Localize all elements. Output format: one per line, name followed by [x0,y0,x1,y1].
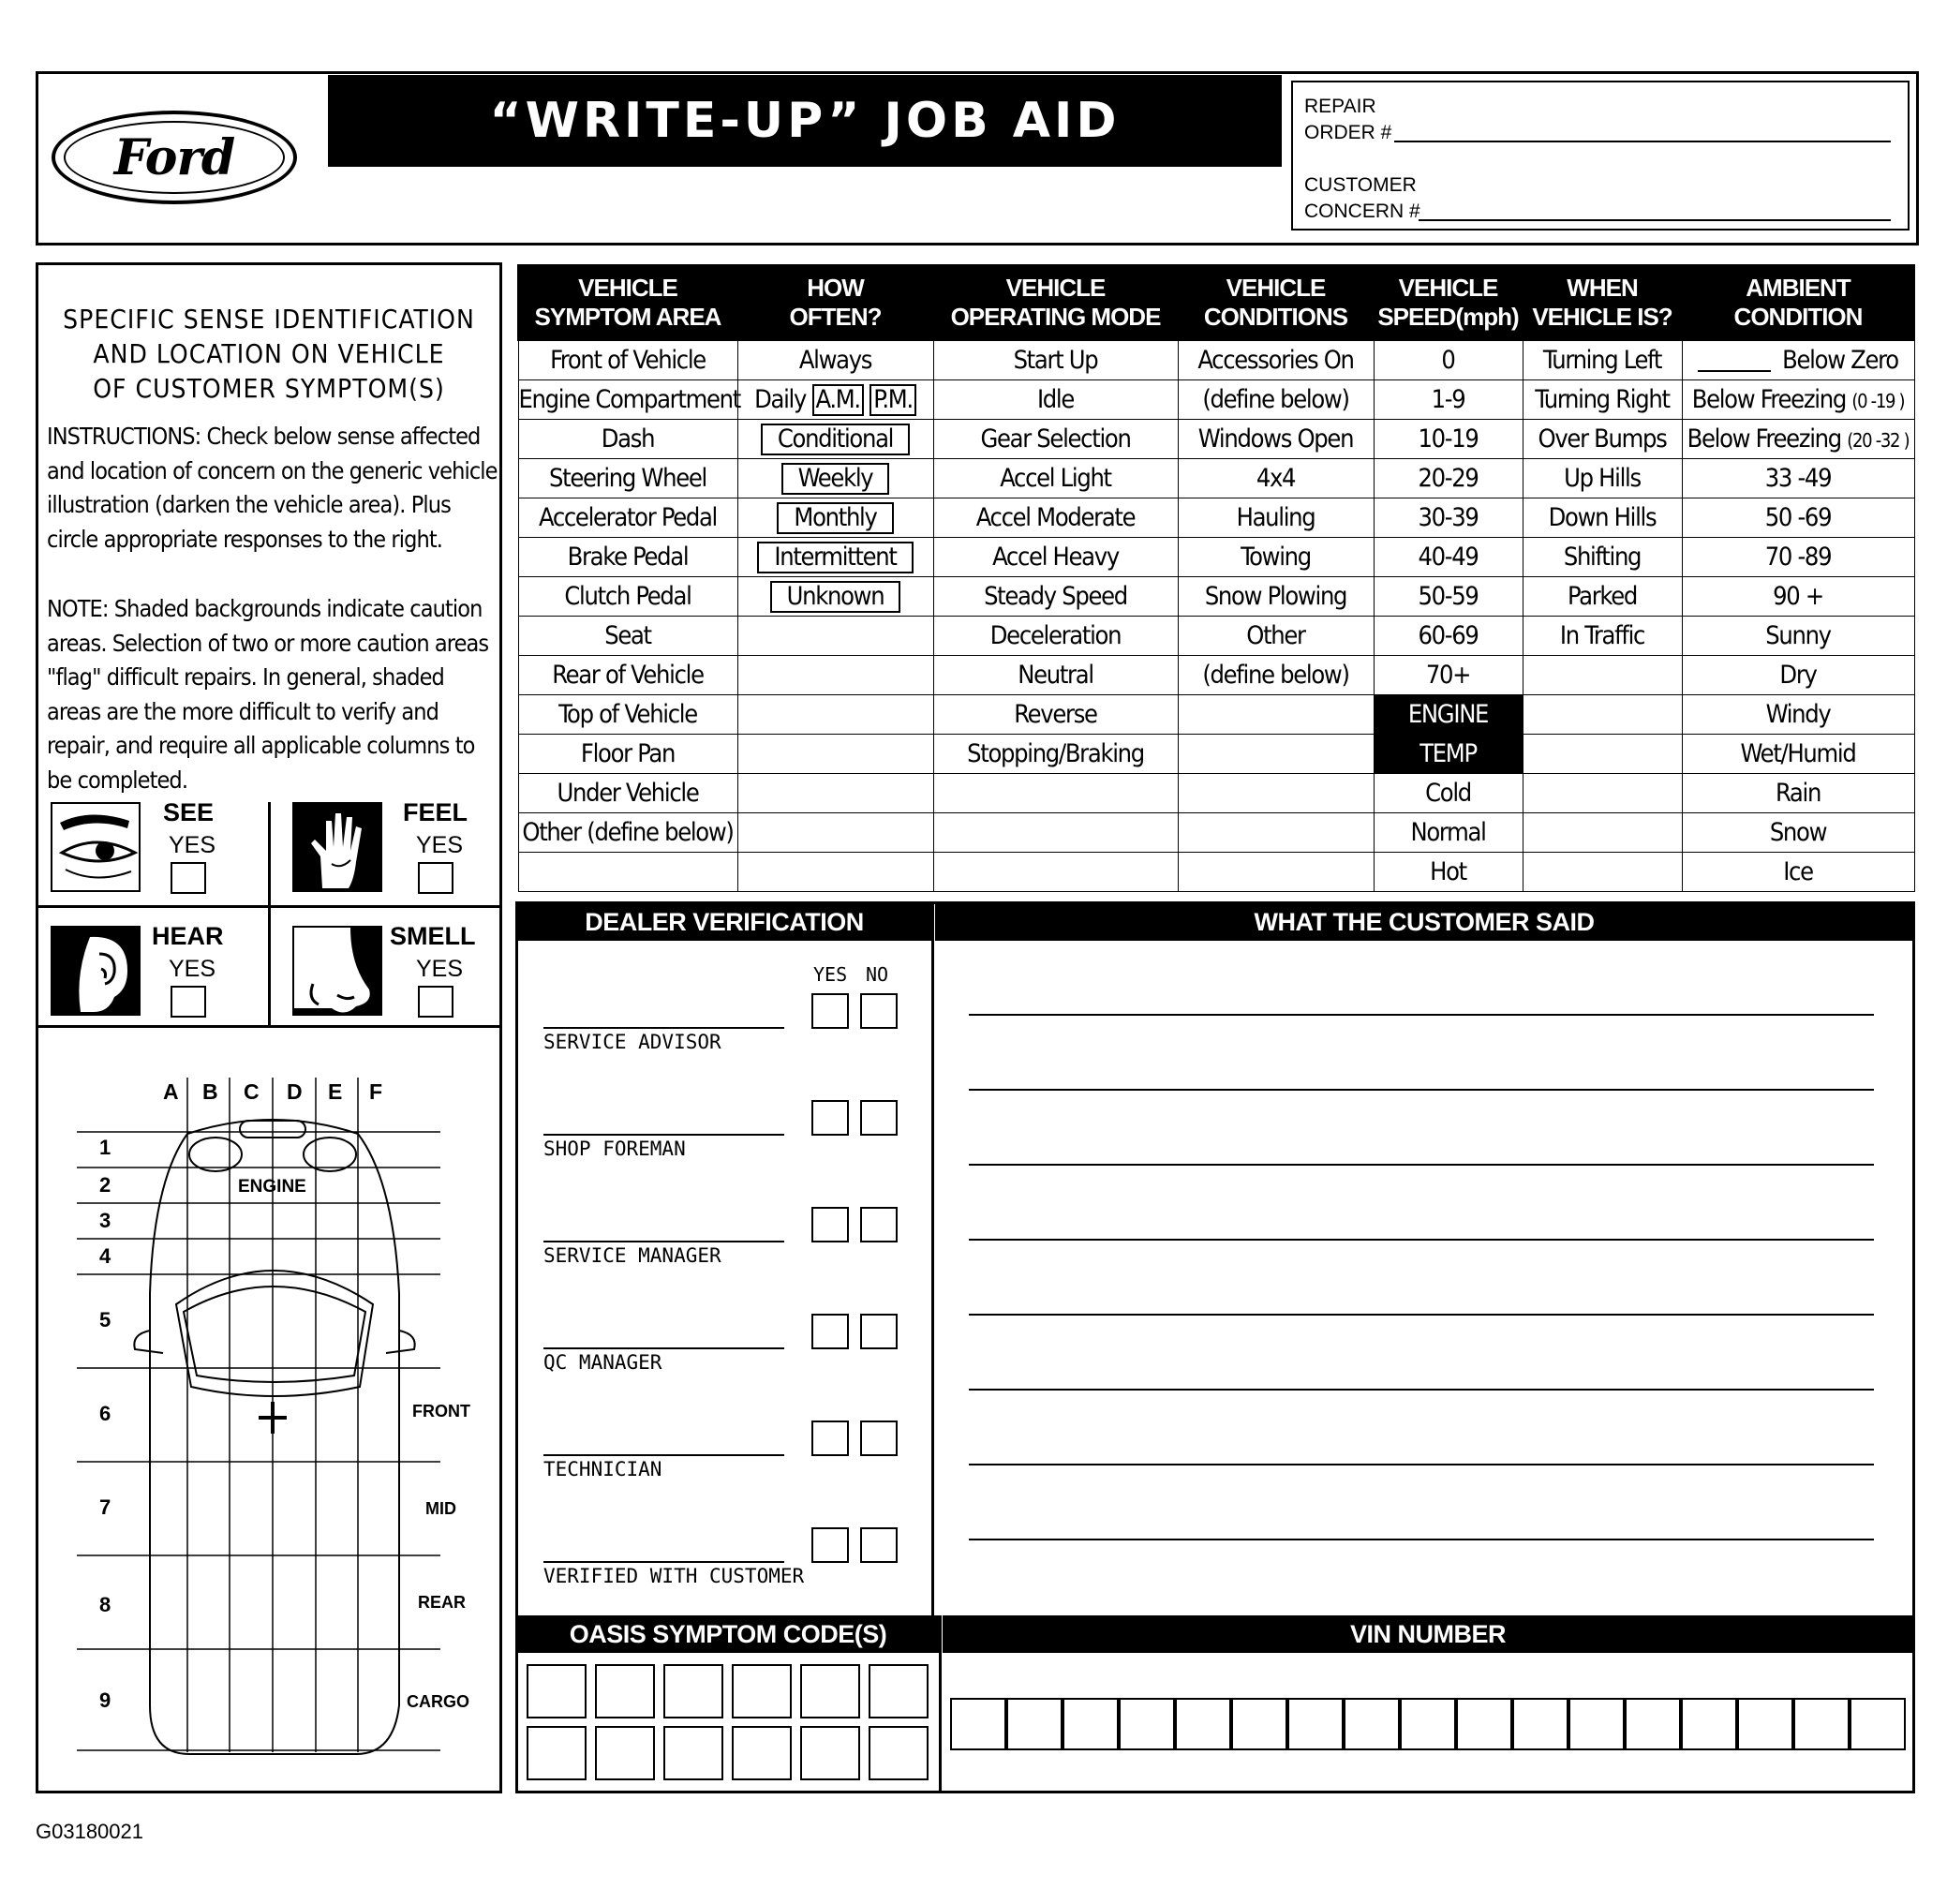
symptom-cell[interactable]: Steering Wheel [518,459,737,498]
condition-cell[interactable]: Accessories On [1178,340,1374,380]
oasis-code-box[interactable] [800,1664,860,1718]
grid-row-label: 1 [99,1136,111,1159]
feel-label: FEEL [403,798,468,826]
when-cell[interactable]: Turning Left [1523,340,1682,380]
col-header-ambient: AMBIENT CONDITION [1682,265,1914,340]
how-often-cell[interactable]: Monthly [737,498,933,538]
customer-said-line[interactable] [969,1164,1874,1166]
how-often-cell [737,735,933,774]
how-often-cell[interactable]: Always [737,340,933,380]
verifier-label: TECHNICIAN [543,1458,662,1480]
table-row [518,380,1914,420]
mode-cell[interactable]: Stopping/Braking [933,735,1178,774]
center-cross-icon [259,1402,287,1434]
section-divider [939,1615,942,1792]
verifier-label: VERIFIED WITH CUSTOMER [543,1565,805,1587]
oasis-code-box[interactable] [663,1664,723,1718]
ambient-cell[interactable]: Ice [1682,853,1914,892]
zone-label-front: FRONT [412,1402,470,1421]
grid-col-label: B [202,1079,218,1104]
signature-line[interactable] [543,1454,784,1456]
customer-said-line[interactable] [969,1314,1874,1316]
condition-cell[interactable]: Snow Plowing [1178,577,1374,617]
table-row [518,617,1914,656]
when-cell[interactable]: Parked [1523,577,1682,617]
when-cell[interactable]: Turning Right [1523,380,1682,420]
when-cell [1523,813,1682,853]
yes-checkbox[interactable] [811,993,849,1029]
how-often-cell [737,656,933,695]
vin-digit-box[interactable] [1175,1698,1231,1750]
when-cell[interactable]: Down Hills [1523,498,1682,538]
table-row [518,813,1914,853]
table-row [518,577,1914,617]
when-cell [1523,695,1682,735]
customer-said-line[interactable] [969,1239,1874,1241]
vin-digit-box[interactable] [1681,1698,1737,1750]
vin-digit-box[interactable] [1793,1698,1850,1750]
vin-digit-box[interactable] [1568,1698,1625,1750]
oasis-code-box[interactable] [732,1726,792,1780]
yes-checkbox[interactable] [811,1100,849,1136]
ford-logo-text: Ford [64,121,285,194]
engine-temp-header: ENGINE [1374,695,1523,735]
mode-cell [933,774,1178,813]
condition-cell [1178,853,1374,892]
table-row [518,853,1914,892]
symptom-cell[interactable]: Front of Vehicle [518,340,737,380]
oasis-code-box[interactable] [527,1726,587,1780]
table-row [518,735,1914,774]
signature-line[interactable] [543,1027,784,1029]
how-often-cell [737,774,933,813]
condition-cell[interactable]: Other [1178,617,1374,656]
signature-line[interactable] [543,1134,784,1136]
hear-label: HEAR [152,922,224,950]
verifier-label: SERVICE ADVISOR [543,1031,721,1053]
sense-title-line: OF CUSTOMER SYMPTOM(S) [93,373,445,404]
when-cell [1523,774,1682,813]
mode-cell[interactable]: Steady Speed [933,577,1178,617]
grid-col-label: F [369,1079,383,1104]
zone-label-mid: MID [425,1499,456,1518]
zone-label-rear: REAR [418,1593,467,1612]
vehicle-location-diagram[interactable] [37,1031,500,1792]
mode-cell [933,853,1178,892]
pm-option[interactable]: P.M. [869,384,916,416]
vin-digit-box[interactable] [1850,1698,1906,1750]
sense-divider-horizontal [36,905,502,908]
ambient-cell[interactable]: 33 -49 [1682,459,1914,498]
ambient-cell[interactable]: Wet/Humid [1682,735,1914,774]
customer-said-line[interactable] [969,1014,1874,1016]
sense-divider-vertical [268,802,271,1027]
yes-checkbox[interactable] [811,1314,849,1349]
smell-checkbox[interactable] [418,986,453,1018]
no-checkbox[interactable] [860,993,898,1029]
zone-label-cargo: CARGO [407,1692,469,1711]
verifier-label: SERVICE MANAGER [543,1244,721,1267]
how-often-cell [737,617,933,656]
how-often-cell [737,853,933,892]
mode-cell[interactable]: Reverse [933,695,1178,735]
repair-order-field[interactable] [1394,141,1891,142]
no-checkbox[interactable] [860,1314,898,1349]
ambient-cell[interactable]: Below Freezing (0 -19 ) [1682,380,1914,420]
oasis-code-box[interactable] [869,1726,929,1780]
table-row [518,656,1914,695]
vin-digit-box[interactable] [1625,1698,1681,1750]
no-checkbox[interactable] [860,1207,898,1242]
grid-row-label: 9 [99,1688,111,1712]
note-text: NOTE: Shaded backgrounds indicate caution areas. Selection of two or more caution areas "flag" difficult repairs. In general, shaded areas are the more difficult to verify and repair, and require all applicable columns to be completed. [47,595,489,794]
ambient-cell[interactable]: 90 + [1682,577,1914,617]
engine-label: ENGINE [238,1177,306,1197]
verifier-label: SHOP FOREMAN [543,1138,686,1160]
speed-cell[interactable]: 40-49 [1374,538,1523,577]
page-title: “WRITE-UP” JOB AID [328,75,1282,167]
condition-cell [1178,774,1374,813]
how-often-cell[interactable]: Intermittent [737,538,933,577]
no-column-label: NO [866,963,889,986]
grid-row-label: 5 [99,1308,111,1331]
mode-cell[interactable]: Accel Light [933,459,1178,498]
temp-cell[interactable]: Normal [1374,813,1523,853]
symptom-cell[interactable]: Brake Pedal [518,538,737,577]
speed-cell[interactable]: 10-19 [1374,420,1523,459]
vin-digit-box[interactable] [1287,1698,1344,1750]
condition-cell: (define below) [1178,656,1374,695]
mode-cell[interactable]: Neutral [933,656,1178,695]
see-label: SEE [163,798,215,826]
ambient-cell[interactable]: Windy [1682,695,1914,735]
oasis-code-box[interactable] [869,1664,929,1718]
condition-cell [1178,695,1374,735]
symptom-cell[interactable]: Seat [518,617,737,656]
table-row [518,774,1914,813]
vin-digit-box[interactable] [1119,1698,1175,1750]
grid-col-label: A [163,1079,179,1104]
feel-yes-label: YES [416,832,464,858]
see-yes-label: YES [169,832,216,858]
table-row [518,695,1914,735]
how-often-cell[interactable]: Weekly [737,459,933,498]
mode-cell[interactable]: Deceleration [933,617,1178,656]
hear-yes-label: YES [169,956,216,982]
oasis-header: OASIS SYMPTOM CODE(S) [517,1615,939,1653]
customer-said-header: WHAT THE CUSTOMER SAID [935,903,1913,941]
yes-checkbox[interactable] [811,1527,849,1563]
customer-said-line[interactable] [969,1389,1874,1391]
vin-digit-box[interactable] [1400,1698,1456,1750]
col-header-when: WHEN VEHICLE IS? [1523,265,1682,340]
figure-id: G03180021 [36,1820,143,1843]
section-divider [931,903,934,1615]
mode-cell[interactable]: Accel Moderate [933,498,1178,538]
no-checkbox[interactable] [860,1527,898,1563]
symptom-cell[interactable]: Top of Vehicle [518,695,737,735]
symptom-cell[interactable]: Rear of Vehicle [518,656,737,695]
when-cell[interactable]: Shifting [1523,538,1682,577]
ambient-cell[interactable]: Dry [1682,656,1914,695]
table-row [518,420,1914,459]
oasis-code-box[interactable] [527,1664,587,1718]
see-checkbox[interactable] [171,862,206,894]
col-header-speed: VEHICLE SPEED(mph) [1374,265,1523,340]
no-checkbox[interactable] [860,1100,898,1136]
speed-cell[interactable]: 0 [1374,340,1523,380]
ambient-cell[interactable]: Sunny [1682,617,1914,656]
dealer-verification-header: DEALER VERIFICATION [517,903,931,941]
ambient-cell[interactable]: Below Zero [1682,340,1914,380]
symptom-table [517,264,1915,892]
sense-title-line: SPECIFIC SENSE IDENTIFICATION [63,304,475,335]
order-label: ORDER # [1304,122,1392,143]
customer-concern-field[interactable] [1419,219,1891,221]
below-zero-blank[interactable] [1698,370,1771,372]
symptom-cell[interactable]: Dash [518,420,737,459]
customer-said-line[interactable] [969,1089,1874,1091]
sense-divider-bottom [36,1025,502,1028]
smell-label: SMELL [390,922,476,950]
hand-icon [292,802,382,892]
oasis-code-box[interactable] [595,1664,655,1718]
repair-label: REPAIR [1304,96,1376,117]
condition-cell[interactable]: 4x4 [1178,459,1374,498]
condition-cell [1178,735,1374,774]
vin-header: VIN NUMBER [943,1615,1913,1653]
ambient-cell[interactable]: Rain [1682,774,1914,813]
ambient-cell[interactable]: 70 -89 [1682,538,1914,577]
when-cell [1523,735,1682,774]
speed-cell[interactable]: 30-39 [1374,498,1523,538]
oasis-code-box[interactable] [800,1726,860,1780]
yes-checkbox[interactable] [811,1421,849,1456]
when-cell [1523,656,1682,695]
speed-cell[interactable]: 60-69 [1374,617,1523,656]
vin-digit-box[interactable] [1006,1698,1063,1750]
how-often-cell [737,813,933,853]
oasis-code-box[interactable] [663,1726,723,1780]
speed-cell[interactable]: 70+ [1374,656,1523,695]
grid-row-label: 6 [99,1402,111,1425]
sense-title-line: AND LOCATION ON VEHICLE [93,338,445,369]
grid-col-label: E [328,1079,343,1104]
condition-cell: (define below) [1178,380,1374,420]
condition-cell[interactable]: Towing [1178,538,1374,577]
grid-row-label: 4 [99,1244,111,1268]
symptom-cell[interactable]: Accelerator Pedal [518,498,737,538]
am-option[interactable]: A.M. [812,384,864,416]
how-often-cell[interactable]: Unknown [737,577,933,617]
grid-col-label: C [244,1079,260,1104]
when-cell[interactable]: In Traffic [1523,617,1682,656]
col-header-operating-mode: VEHICLE OPERATING MODE [933,265,1178,340]
speed-cell[interactable]: 20-29 [1374,459,1523,498]
temp-cell[interactable]: Hot [1374,853,1523,892]
nose-icon [292,926,382,1016]
when-cell [1523,853,1682,892]
grid-row-label: 2 [99,1173,111,1197]
customer-said-line[interactable] [969,1464,1874,1465]
vin-digit-box[interactable] [1512,1698,1568,1750]
feel-checkbox[interactable] [418,862,453,894]
oasis-code-box[interactable] [595,1726,655,1780]
ear-icon [51,926,141,1016]
repair-order-box [1291,81,1910,231]
grid-col-label: D [287,1079,303,1104]
vin-digit-box[interactable] [1737,1698,1793,1750]
customer-said-line[interactable] [969,1539,1874,1540]
mode-cell[interactable]: Gear Selection [933,420,1178,459]
col-header-how-often: HOW OFTEN? [737,265,933,340]
ford-logo [52,111,297,204]
mode-cell[interactable]: Start Up [933,340,1178,380]
symptom-cell[interactable]: Clutch Pedal [518,577,737,617]
mode-cell[interactable]: Idle [933,380,1178,420]
col-header-symptom-area: VEHICLE SYMPTOM AREA [518,265,737,340]
vin-digit-box[interactable] [1344,1698,1400,1750]
speed-cell[interactable]: 50-59 [1374,577,1523,617]
symptom-cell [518,853,737,892]
sense-identification-title [39,302,498,406]
when-cell[interactable]: Over Bumps [1523,420,1682,459]
col-header-conditions: VEHICLE CONDITIONS [1178,265,1374,340]
smell-yes-label: YES [416,956,464,982]
customer-label: CUSTOMER [1304,174,1417,196]
grid-row-label: 8 [99,1593,111,1616]
condition-cell [1178,813,1374,853]
eye-icon [51,802,141,892]
how-often-cell[interactable]: Daily A.M. P.M. [737,380,933,420]
symptom-cell[interactable]: Other (define below) [518,813,737,853]
ambient-cell[interactable]: Below Freezing (20 -32 ) [1682,420,1914,459]
engine-temp-header: TEMP [1374,735,1523,774]
mode-cell [933,813,1178,853]
condition-cell[interactable]: Hauling [1178,498,1374,538]
no-checkbox[interactable] [860,1421,898,1456]
condition-cell[interactable]: Windows Open [1178,420,1374,459]
table-row [518,459,1914,498]
speed-cell[interactable]: 1-9 [1374,380,1523,420]
ambient-cell[interactable]: 50 -69 [1682,498,1914,538]
table-row [518,498,1914,538]
instructions-text: INSTRUCTIONS: Check below sense affected and location of concern on the generic vehicle illustration (darken the vehicle area). Plus circle appropriate responses to the right. [47,423,498,553]
symptom-cell[interactable]: Floor Pan [518,735,737,774]
signature-line[interactable] [543,1561,784,1563]
oasis-code-box[interactable] [732,1664,792,1718]
temp-cell[interactable]: Cold [1374,774,1523,813]
table-header-row [518,265,1914,340]
how-often-cell [737,695,933,735]
vin-digit-box[interactable] [950,1698,1006,1750]
grid-row-label: 3 [99,1209,111,1232]
table-row [518,538,1914,577]
concern-label: CONCERN # [1304,201,1420,222]
yes-checkbox[interactable] [811,1207,849,1242]
ambient-cell[interactable]: Snow [1682,813,1914,853]
vin-digit-box[interactable] [1456,1698,1512,1750]
verifier-label: QC MANAGER [543,1351,662,1374]
table-row [518,340,1914,380]
vin-digit-box[interactable] [1231,1698,1287,1750]
hear-checkbox[interactable] [171,986,206,1018]
vin-digit-box[interactable] [1063,1698,1119,1750]
mode-cell[interactable]: Accel Heavy [933,538,1178,577]
grid-row-label: 7 [99,1495,111,1519]
signature-line[interactable] [543,1241,784,1242]
yes-column-label: YES [813,963,848,986]
when-cell[interactable]: Up Hills [1523,459,1682,498]
signature-line[interactable] [543,1347,784,1349]
how-often-cell[interactable]: Conditional [737,420,933,459]
symptom-cell[interactable]: Engine Compartment [518,380,737,420]
symptom-cell[interactable]: Under Vehicle [518,774,737,813]
